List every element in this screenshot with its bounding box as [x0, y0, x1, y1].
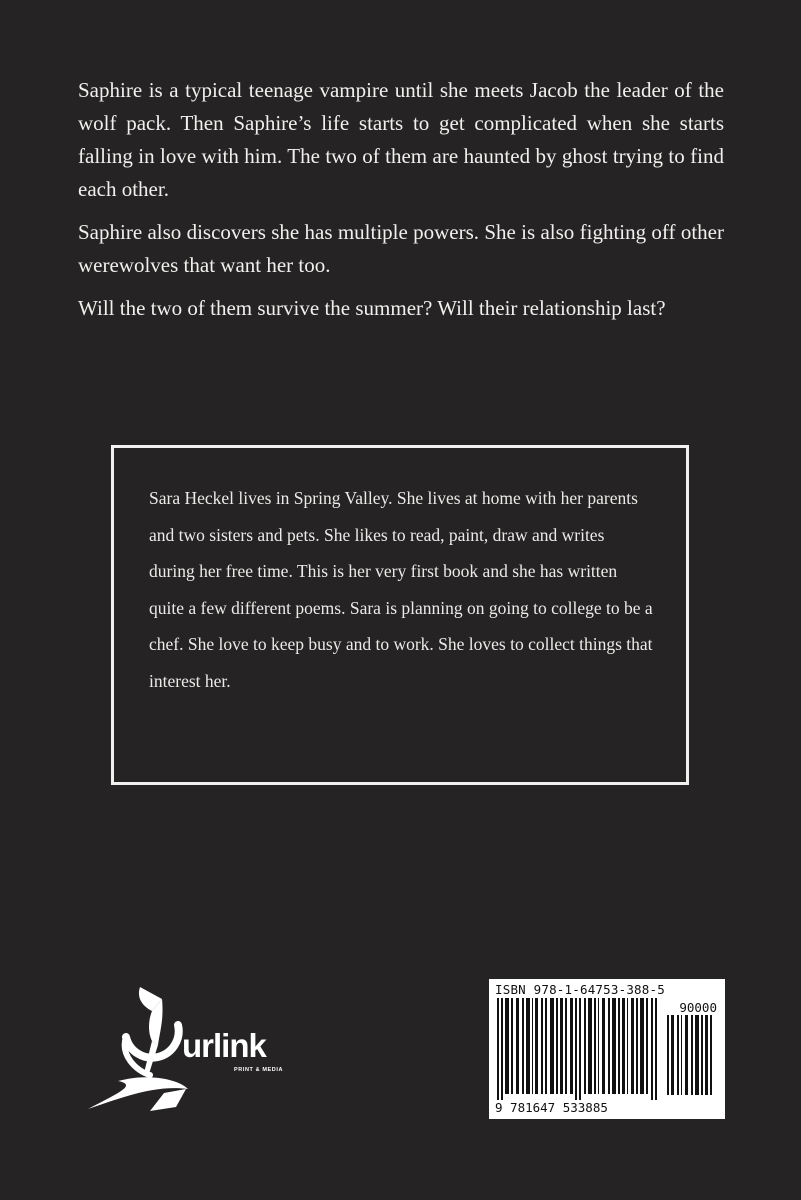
blurb-paragraph: Saphire is a typical teenage vampire until she meets Jacob the leader of the wolf pack. Then Saphire’s life starts to get complicated when she starts falling in love with him. The two of them are haunted by ghost trying to find each other. [78, 78, 724, 201]
quill-pen-logo-icon [78, 985, 293, 1115]
barcode-digits: 9 781647 533885 [495, 1100, 608, 1115]
author-bio-text: Sara Heckel lives in Spring Valley. She lives at home with her parents and two sisters and pets. She likes to read, paint, draw and writes during her free time. This is her very first book and she has written quite a few different poems. Sara is planning on going to college to be a chef. She love to keep busy and to work. She loves to collect things that interest her. [149, 488, 653, 691]
price-barcode-bars [667, 1015, 717, 1095]
book-blurb [78, 74, 724, 335]
publisher-logo [78, 985, 293, 1115]
price-code: 90000 [679, 1000, 717, 1015]
blurb-paragraph: Will the two of them survive the summer? Will their relationship last? [78, 296, 666, 320]
publisher-name: urlink [182, 1027, 266, 1064]
publisher-tagline: PRINT & MEDIA [234, 1067, 284, 1073]
blurb-paragraph: Saphire also discovers she has multiple powers. She is also fighting off other werewolves that want her too. [78, 220, 724, 277]
isbn-label: ISBN 978-1-64753-388-5 [495, 982, 665, 997]
barcode-bars [495, 998, 663, 1100]
author-bio-box [111, 445, 689, 785]
isbn-barcode [489, 979, 725, 1119]
